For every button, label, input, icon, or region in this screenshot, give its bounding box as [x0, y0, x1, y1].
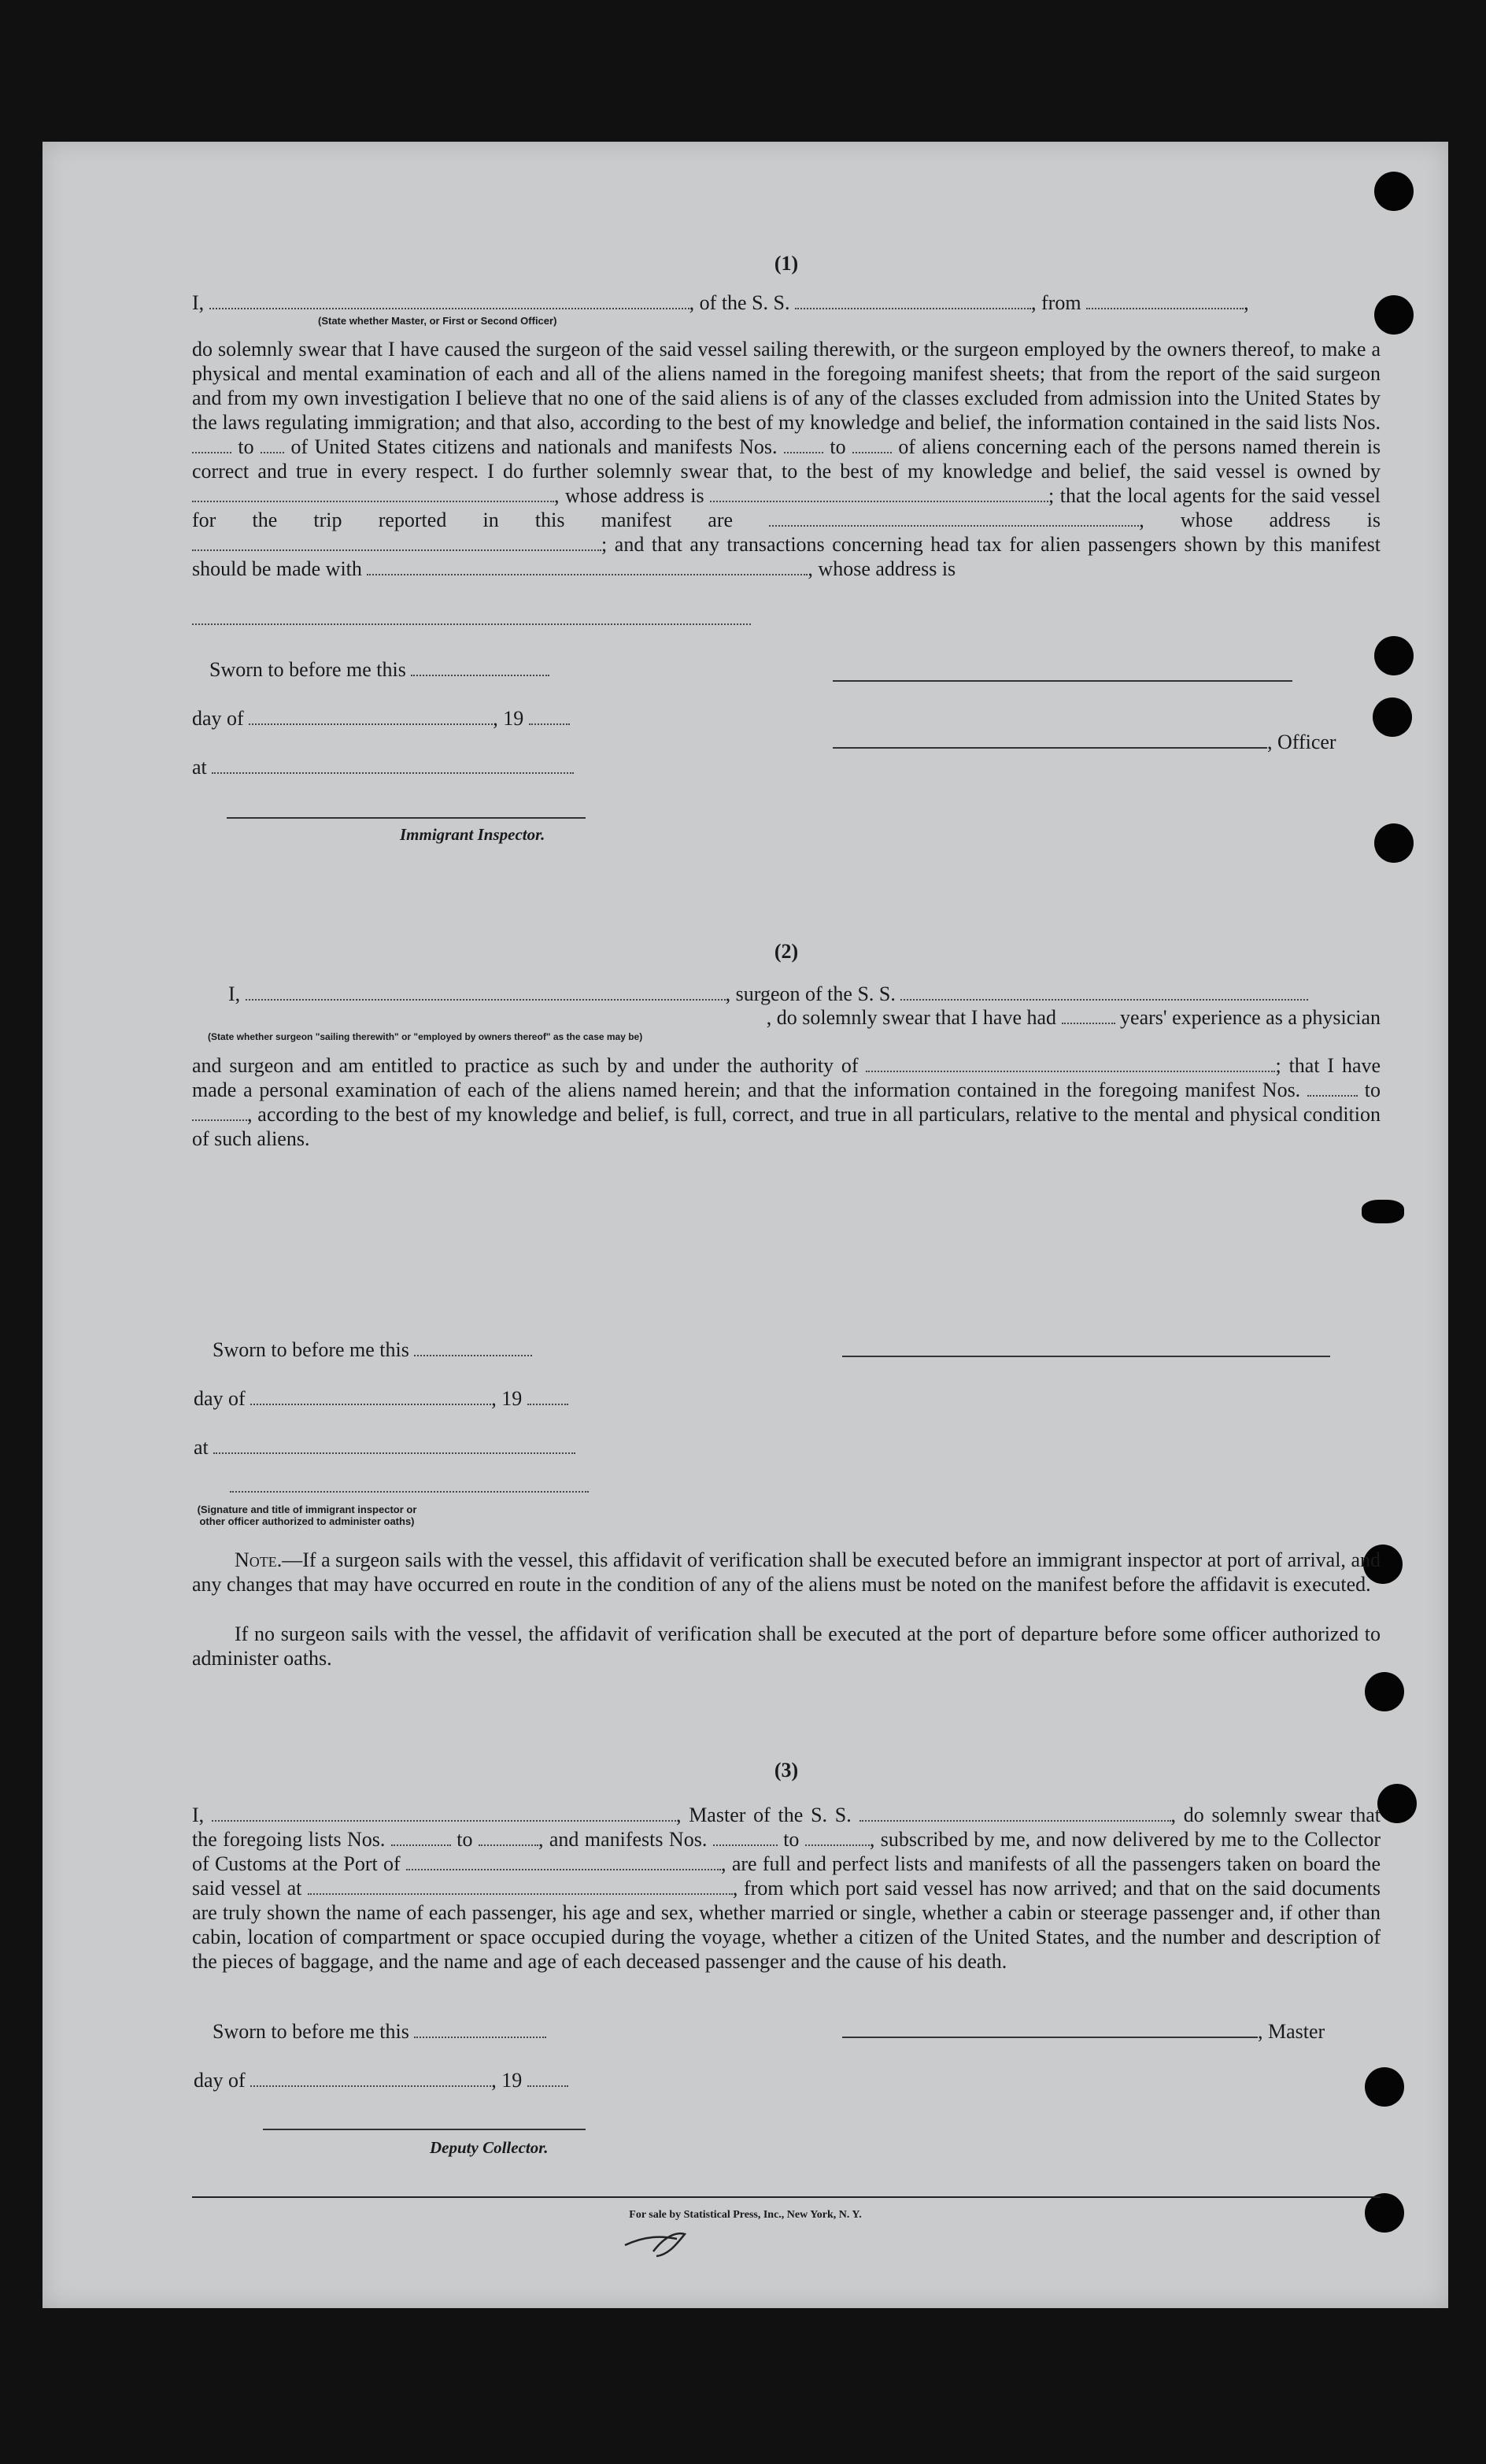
year-text: , 19 [491, 1387, 523, 1410]
collector-label: Deputy Collector. [430, 2138, 549, 2157]
section2-line2 [192, 1006, 1381, 1030]
sworn-text: Sworn to before me this [209, 658, 406, 681]
oath-text: of aliens concerning each of the persons named therein is correct and true in every respect. I do further solemnly swear that, to the best of my knowledge and belief, the said vessel is owned by [192, 435, 1381, 483]
punch-hole [1373, 697, 1412, 737]
surgeon-label: , surgeon of the S. S. [725, 982, 896, 1005]
to-label: to [457, 1828, 473, 1851]
oath-text: that I have made a personal examination of each of the aliens named herein; and that the information contained in the foregoing manifest Nos. [192, 1054, 1381, 1101]
to-label: to [1364, 1078, 1381, 1101]
port-from-blank[interactable] [1086, 305, 1244, 309]
oath-text: port said vessel has now arrived; and that on the said documents are truly shown the name of each passenger, his age and sex, whether married or single, whether a cabin or steerage passenger and, if other than cabin, location of compartment or space occupied during the voyage, whether a citizen of the United States, and the number and description of the pieces of baggage, and the name and age of each deceased passenger and the cause of his death. [192, 1877, 1381, 1973]
officer-line [833, 731, 1336, 754]
agents-blank[interactable] [769, 522, 1139, 527]
section-number: (1) [774, 252, 799, 275]
pronoun-i: I, [192, 291, 205, 314]
owner-address-blank[interactable] [710, 498, 1048, 502]
punch-hole [1365, 2067, 1404, 2107]
punctuation: , [1139, 509, 1144, 531]
master-note: (State whether Master, or First or Second Officer) [318, 315, 557, 327]
oath-text: swear that the foregoing lists Nos. [192, 1804, 1381, 1851]
place-blank[interactable] [212, 769, 574, 774]
punch-hole [1374, 823, 1414, 863]
manifest-from-blank[interactable] [713, 1841, 778, 1846]
month-blank[interactable] [250, 2082, 491, 2087]
pronoun-i: I, [228, 982, 241, 1005]
note-paragraph-2 [192, 1622, 1381, 1670]
oath-text: , do solemnly swear that I have had [766, 1006, 1057, 1029]
sworn-day-blank[interactable] [411, 671, 549, 676]
from-label: , from [1031, 291, 1081, 314]
year-text: , 19 [493, 707, 524, 730]
list-to-blank[interactable] [261, 449, 284, 453]
day-of-label [194, 2069, 568, 2092]
sworn-text: Sworn to before me this [213, 2020, 409, 2043]
signature-line[interactable] [842, 1352, 1330, 1357]
inspector-signature-line[interactable] [230, 1488, 589, 1493]
sworn-label [213, 2020, 546, 2044]
section2-body [192, 1053, 1381, 1151]
oath-text: of United States citizens and nationals and manifests Nos. [290, 435, 778, 458]
name-blank[interactable] [209, 305, 689, 309]
punch-hole [1362, 1200, 1404, 1223]
list-to-blank[interactable] [479, 1841, 538, 1846]
master-name-blank[interactable] [212, 1817, 676, 1822]
vessel-name-blank[interactable] [900, 996, 1308, 1001]
oath-text: do solemnly swear that I have caused the surgeon of the said vessel sailing therewith, or the surgeon employed by the owners thereof, to make a physical and mental examination of each and all of the aliens named in the foregoing manifest sheets; that from the report of the said surgeon and from my own investigation I believe that no one of the said aliens is of any of the classes excluded from admission into the United States by the laws regulating immigration; and that also, according to the best of my knowledge and belief, the information contained in the said lists Nos. [192, 338, 1381, 434]
list-from-blank[interactable] [192, 449, 231, 453]
officer-text: , Officer [1267, 731, 1336, 753]
oath-text: , and manifests Nos. [538, 1828, 708, 1851]
oath-text: , from which [732, 1877, 840, 1900]
years-blank[interactable] [1062, 1019, 1115, 1024]
day-of-label [194, 1387, 568, 1411]
to-label: to [238, 435, 254, 458]
oath-text: years' experience as a physician [1120, 1006, 1381, 1029]
handwritten-mark [622, 2228, 693, 2259]
manifest-to-blank[interactable] [192, 1116, 247, 1121]
month-blank[interactable] [250, 1400, 491, 1405]
address-label: , whose address is [808, 557, 956, 580]
punctuation: ; [1275, 1054, 1281, 1077]
master-text: , Master [1258, 2020, 1325, 2043]
at-text: at [192, 756, 207, 779]
vessel-name-blank[interactable] [795, 305, 1031, 309]
sworn-label [209, 658, 549, 682]
section1-body [192, 337, 1381, 581]
section3-body [192, 1803, 1381, 1974]
section-number: (3) [774, 1759, 799, 1781]
departure-port-blank[interactable] [308, 1890, 733, 1895]
note-paragraph [192, 1548, 1381, 1596]
day-of-text: day of [194, 2069, 246, 2092]
sworn-day-blank[interactable] [414, 1352, 532, 1356]
year-text: , 19 [491, 2069, 523, 2092]
punctuation: ; [1048, 484, 1055, 507]
manifest-from-blank[interactable] [1307, 1092, 1358, 1097]
oath-text: , are full and perfect lists and manifests of all the passengers taken on board the said vessel at [192, 1852, 1381, 1900]
oath-text: , according to the best of my knowledge and belief, is full, correct, and true in all particulars, relative to the mental and physical condition of such aliens. [192, 1103, 1381, 1150]
inspector-signature-line[interactable] [227, 814, 586, 819]
oath-text: and surgeon and am entitled to practice as such by and under the authority of [192, 1054, 859, 1077]
punch-hole [1365, 1672, 1404, 1711]
oath-text: that the local agents for the said vessel for the trip reported in this manifest are [192, 484, 1381, 531]
oath-text: , do solemnly [1170, 1804, 1287, 1826]
oath-text: ; and that any transactions concerning head tax for alien passengers shown by this manifest should be made with [192, 533, 1381, 580]
sworn-label [213, 1338, 532, 1362]
manifest-to-blank[interactable] [805, 1841, 870, 1846]
at-text: at [194, 1436, 209, 1459]
port-blank[interactable] [406, 1866, 721, 1870]
punch-hole [1377, 1784, 1417, 1823]
punch-hole [1374, 172, 1414, 211]
address-label: , whose address is [554, 484, 704, 507]
vessel-name-blank[interactable] [859, 1817, 1171, 1822]
note-label: Note. [235, 1548, 283, 1571]
year-blank[interactable] [527, 2082, 568, 2087]
master-label: , Master of the S. S. [675, 1804, 852, 1826]
officer-signature-line-2[interactable] [833, 744, 1267, 749]
head-tax-blank[interactable] [367, 571, 808, 575]
day-of-text: day of [192, 707, 244, 730]
collector-signature-line[interactable] [263, 2125, 586, 2130]
signature-note [189, 1504, 425, 1527]
footer-rule [192, 2196, 1381, 2198]
signature-note-line: (Signature and title of immigrant inspector or [197, 1504, 417, 1515]
to-label: to [783, 1828, 800, 1851]
punctuation: , [1244, 291, 1249, 314]
month-blank[interactable] [249, 720, 493, 725]
vessel-label: , of the S. S. [689, 291, 790, 314]
section-number: (2) [774, 940, 799, 963]
oath-text: , subscribed by me, and now delivered by me to the Collector of Customs at the Port of [192, 1828, 1381, 1875]
address-label: whose address is [1180, 509, 1381, 531]
to-label: to [830, 435, 846, 458]
manifest-to-blank[interactable] [852, 449, 892, 453]
year-blank[interactable] [529, 720, 570, 725]
sworn-text: Sworn to before me this [213, 1338, 409, 1361]
pronoun-i: I, [192, 1804, 205, 1826]
surgeon-note: (State whether surgeon "sailing therewith" or "employed by owners thereof" as the case may be) [208, 1031, 643, 1042]
at-label [194, 1436, 575, 1460]
signature-note-line: other officer authorized to administer oaths) [199, 1515, 415, 1527]
section2-header [192, 982, 1381, 1006]
year-blank[interactable] [527, 1400, 568, 1405]
agents-address-blank[interactable] [192, 546, 601, 551]
authority-blank[interactable] [866, 1067, 1275, 1072]
at-label [192, 756, 574, 779]
sworn-day-blank[interactable] [414, 2033, 546, 2038]
officer-signature-line-1[interactable] [833, 677, 1292, 682]
note-text: If no surgeon sails with the vessel, the affidavit of verification shall be executed at the port of departure before some officer authorized to administer oaths. [192, 1622, 1381, 1670]
owner-blank[interactable] [192, 498, 554, 502]
manifest-affidavit-page [43, 142, 1448, 2308]
master-signature-line[interactable] [842, 2033, 1258, 2038]
punch-hole [1374, 636, 1414, 675]
section1-header-line [192, 291, 1381, 315]
day-of-label [192, 707, 570, 731]
note-text: —If a surgeon sails with the vessel, this affidavit of verification shall be executed before an immigrant inspector at port of arrival, and any changes that may have occurred en route in the condition of any of the aliens must be noted on the manifest before the affidavit is executed. [192, 1548, 1381, 1596]
head-tax-address-blank[interactable] [192, 620, 751, 625]
place-blank[interactable] [213, 1449, 575, 1454]
inspector-label: Immigrant Inspector. [400, 825, 545, 844]
manifest-from-blank[interactable] [784, 449, 823, 453]
list-from-blank[interactable] [391, 1841, 451, 1846]
day-of-text: day of [194, 1387, 246, 1410]
master-signature [842, 2020, 1325, 2044]
printer-credit: For sale by Statistical Press, Inc., New York, N. Y. [629, 2209, 862, 2221]
surgeon-name-blank[interactable] [246, 996, 726, 1001]
